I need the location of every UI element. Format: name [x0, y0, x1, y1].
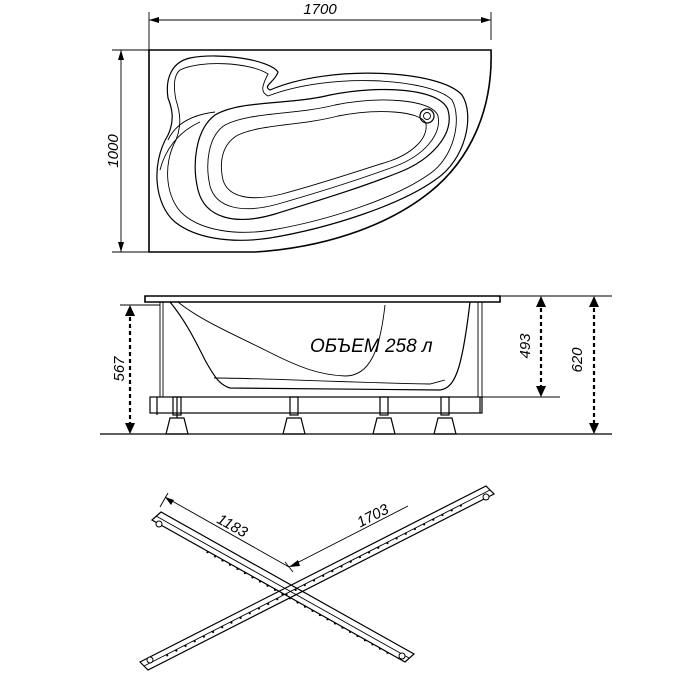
total-height-dimension	[569, 296, 599, 434]
mounting-hole	[214, 555, 216, 557]
mounting-hole	[221, 559, 223, 561]
mounting-hole	[341, 627, 343, 629]
mounting-hole	[236, 568, 238, 570]
top-view	[105, 1, 491, 252]
mounting-hole	[194, 640, 196, 642]
mounting-hole	[371, 643, 373, 645]
total-height-label: 620	[569, 347, 586, 373]
basin-outer	[195, 90, 449, 220]
mounting-hole	[206, 551, 208, 553]
mounting-hole	[230, 621, 232, 623]
side-rim	[145, 296, 500, 302]
mounting-hole	[441, 514, 443, 516]
frame-bar	[150, 397, 482, 413]
drain-center	[424, 113, 431, 120]
leg-height-label: 567	[111, 356, 128, 382]
mounting-hole	[326, 618, 328, 620]
rim-height-label: 493	[517, 333, 534, 359]
drain	[420, 109, 434, 123]
mounting-hole	[379, 648, 381, 650]
mounting-hole	[203, 636, 205, 638]
mounting-hole	[239, 617, 241, 619]
mounting-hole	[451, 509, 453, 511]
short-beam-label: 1183	[213, 510, 251, 542]
mounting-hole	[313, 579, 315, 581]
volume-label: ОБЪЕМ 258 л	[310, 336, 433, 357]
leg-height-dimension	[111, 305, 135, 434]
frame-view	[140, 486, 494, 670]
mounting-hole	[334, 622, 336, 624]
mounting-hole	[285, 593, 287, 595]
width-label: 1000	[105, 134, 122, 168]
length-dimension	[149, 1, 491, 50]
mounting-hole	[359, 556, 361, 558]
mounting-hole	[244, 572, 246, 574]
length-label: 1700	[303, 1, 337, 18]
mounting-hole	[311, 610, 313, 612]
rim-height-dimension	[517, 296, 546, 397]
mounting-hole	[423, 523, 425, 525]
mounting-hole	[386, 652, 388, 654]
mounting-hole	[349, 631, 351, 633]
mounting-hole	[414, 528, 416, 530]
mounting-hole	[259, 580, 261, 582]
leg-3	[373, 397, 395, 434]
mounting-hole	[304, 606, 306, 608]
mounting-hole	[377, 547, 379, 549]
leg-4	[434, 397, 456, 434]
tub-rim-inner	[168, 64, 457, 233]
basin-floor	[221, 112, 426, 198]
mounting-hole	[267, 603, 269, 605]
short-beam-dimension	[160, 493, 289, 567]
mounting-hole	[166, 654, 168, 656]
mounting-hole	[258, 607, 260, 609]
mounting-hole	[276, 598, 278, 600]
mounting-hole	[364, 639, 366, 641]
mounting-hole	[322, 575, 324, 577]
mounting-hole	[184, 645, 186, 647]
mounting-hole	[175, 650, 177, 652]
side-view	[100, 296, 612, 434]
mounting-hole	[212, 631, 214, 633]
mounting-hole	[221, 626, 223, 628]
long-beam	[140, 486, 494, 670]
mounting-hole	[266, 585, 268, 587]
leg-2	[283, 397, 305, 434]
mounting-hole	[356, 635, 358, 637]
mounting-hole	[229, 564, 231, 566]
mounting-hole	[249, 612, 251, 614]
tub-outline	[149, 50, 491, 252]
long-beam-dimension	[285, 501, 408, 572]
mounting-hole	[386, 542, 388, 544]
leg-1	[157, 397, 188, 434]
mounting-hole	[274, 589, 276, 591]
long-beam-label: 1703	[354, 500, 392, 532]
mounting-hole	[405, 533, 407, 535]
mounting-hole	[331, 570, 333, 572]
tub-rim	[157, 56, 468, 240]
mounting-hole	[319, 614, 321, 616]
mounting-hole	[295, 589, 297, 591]
mounting-hole	[296, 601, 298, 603]
mounting-hole	[395, 537, 397, 539]
mounting-hole	[368, 551, 370, 553]
short-beam	[152, 512, 414, 662]
mounting-hole	[251, 576, 253, 578]
mounting-hole	[350, 561, 352, 563]
mounting-hole	[432, 519, 434, 521]
mounting-hole	[304, 584, 306, 586]
mounting-hole	[340, 565, 342, 567]
mounting-hole	[460, 505, 462, 507]
width-dimension	[105, 50, 150, 252]
